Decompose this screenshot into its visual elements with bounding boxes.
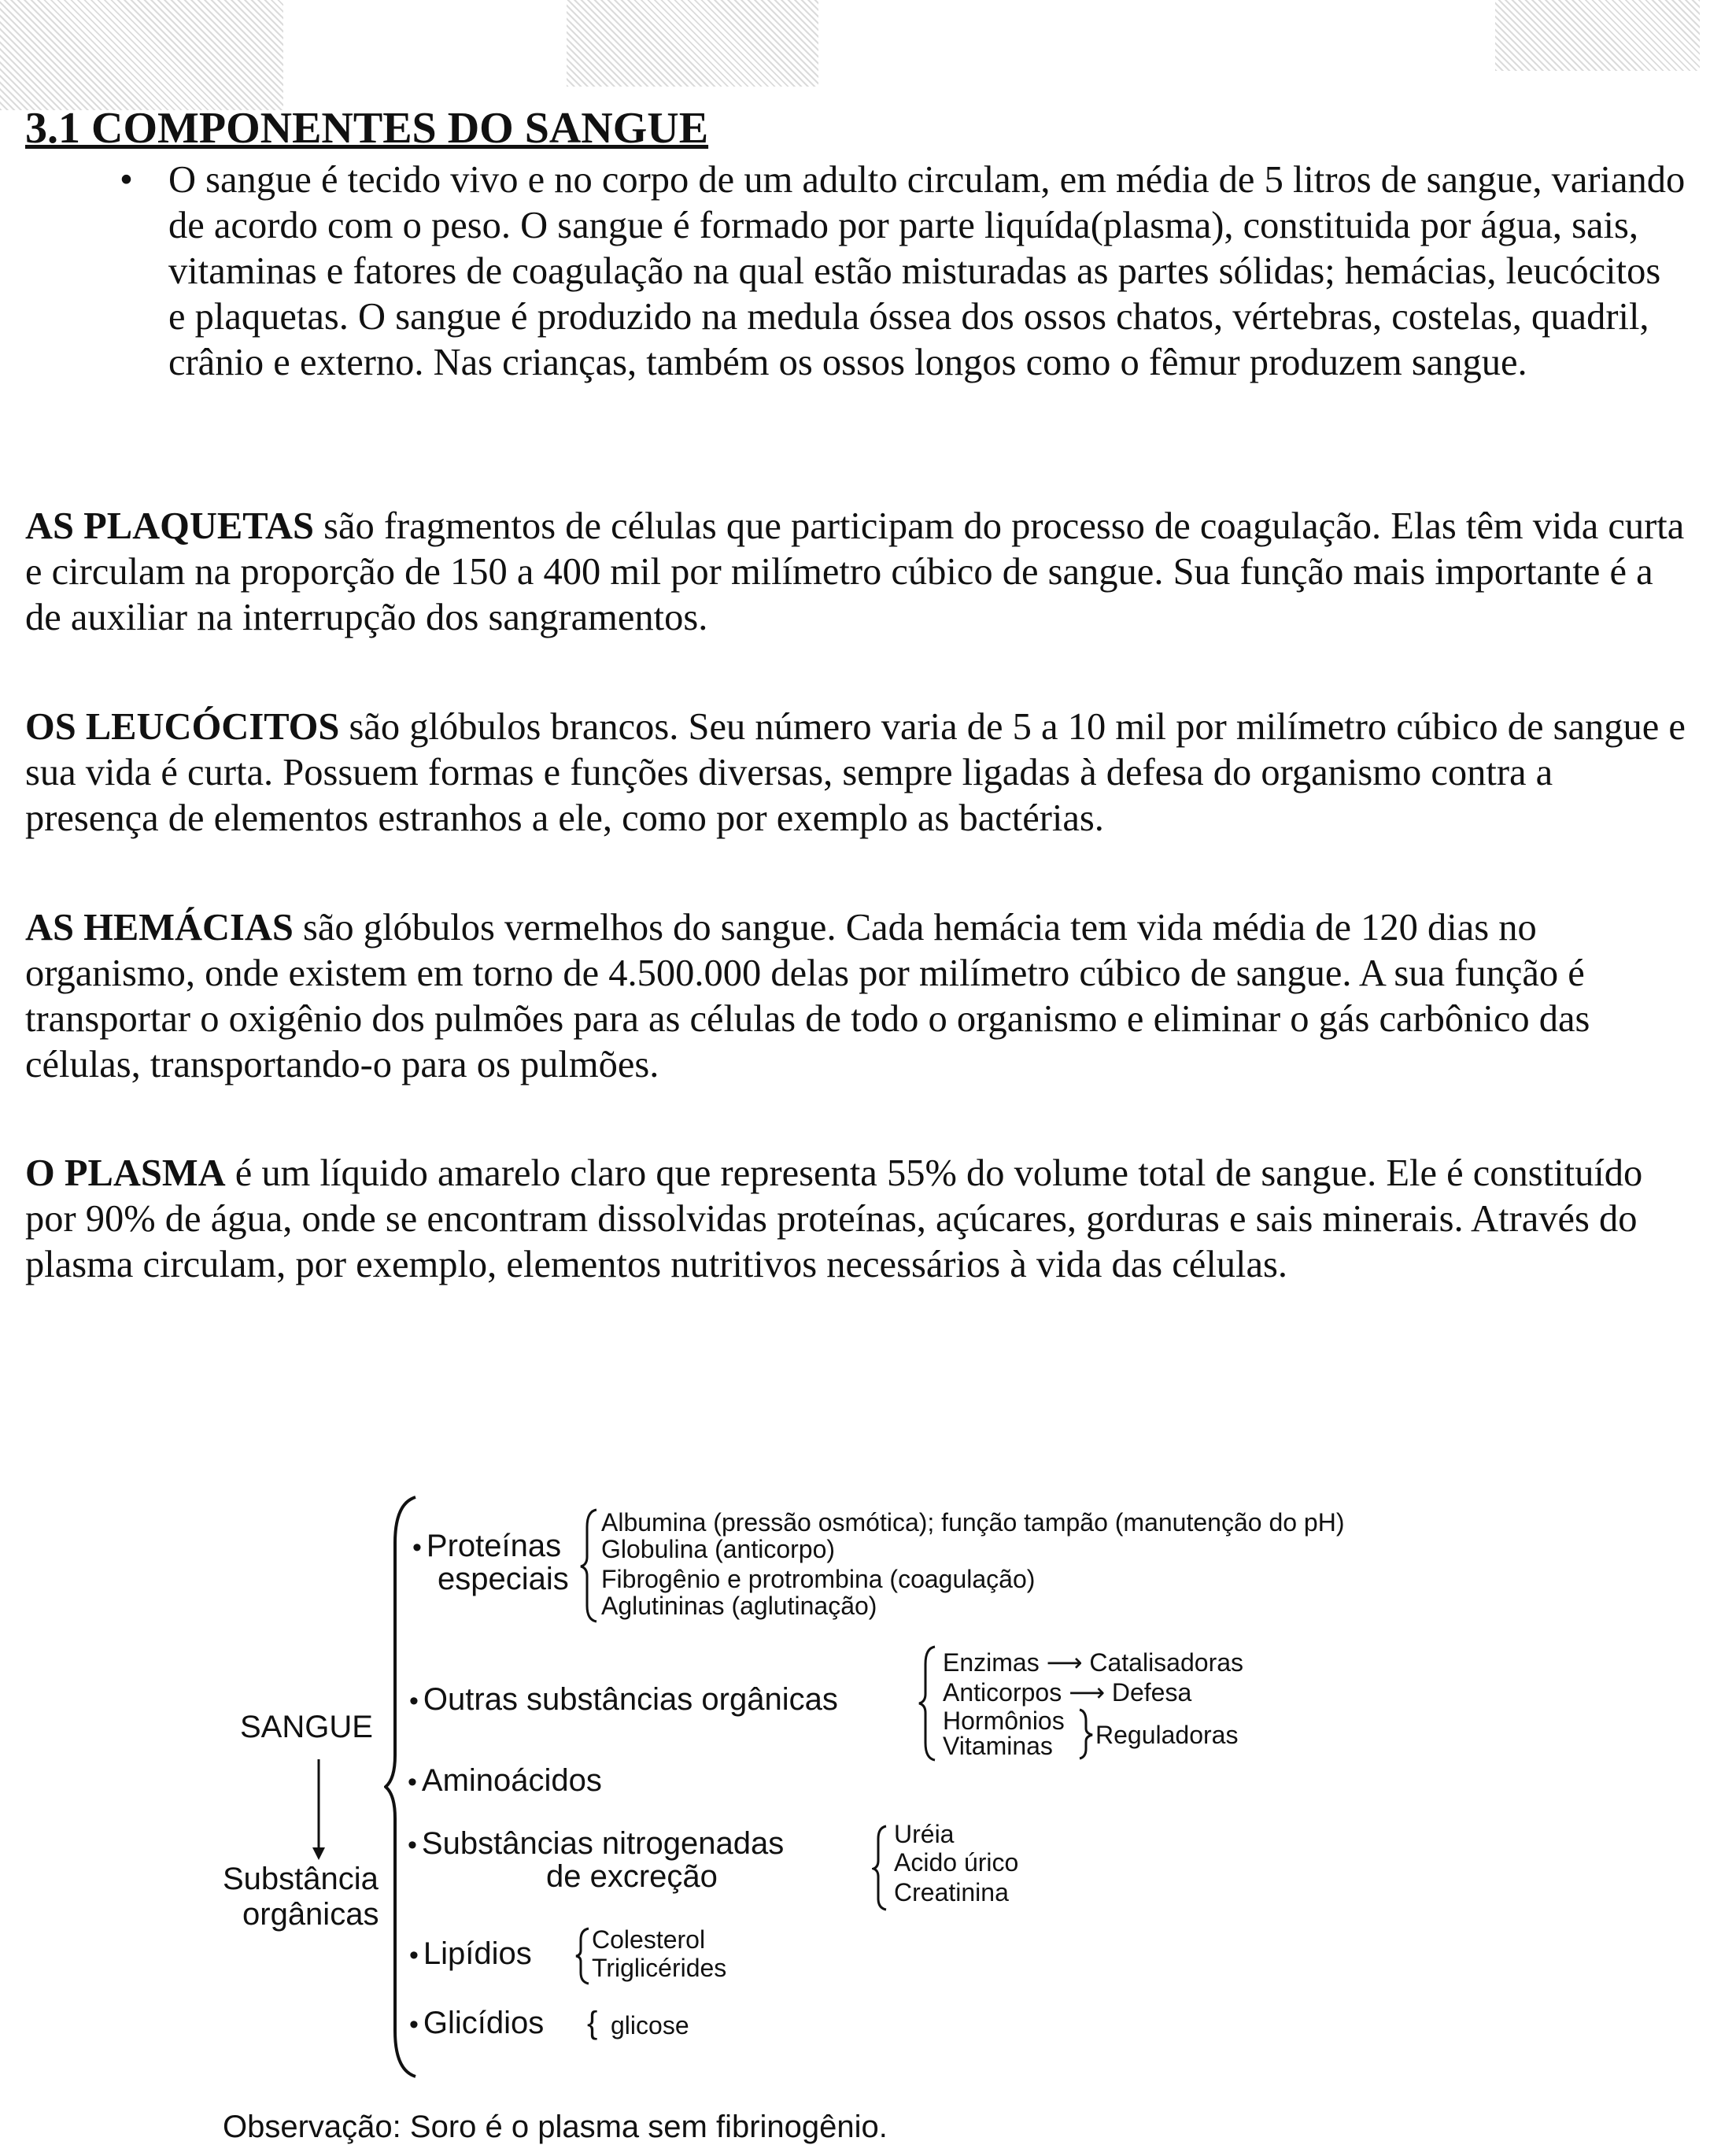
diagram-root: SANGUE bbox=[240, 1710, 373, 1744]
enzimas-row: Enzimas ⟶ Catalisadoras bbox=[943, 1648, 1244, 1677]
proteinas-brace-icon bbox=[579, 1508, 600, 1623]
nitro-item-2: Acido úrico bbox=[894, 1848, 1019, 1877]
prot-item-4: Aglutininas (aglutinação) bbox=[601, 1592, 877, 1620]
lip-item-1: Colesterol bbox=[592, 1925, 706, 1954]
scan-noise-right bbox=[1495, 0, 1700, 71]
intro-list bbox=[25, 157, 1686, 386]
plaquetas-title: AS PLAQUETAS bbox=[25, 505, 314, 547]
proteinas-label-2: especiais bbox=[438, 1562, 569, 1596]
paragraph-hemacias bbox=[25, 905, 1686, 1088]
nitro-brace-icon bbox=[872, 1825, 889, 1911]
plaquetas-text: são fragmentos de células que participam do processo de coagulação. Elas têm vida curta e circulam na proporção de 150 a 400 mil por milímetro cúbico de sangue. Sua função mais importante é a de auxiliar na interrupção dos sangramentos. bbox=[25, 505, 1685, 638]
nitro-item-3: Creatinina bbox=[894, 1878, 1009, 1906]
hormonios-label: Hormônios bbox=[943, 1707, 1065, 1735]
scan-noise-left bbox=[0, 0, 283, 110]
prot-item-1: Albumina (pressão osmótica); função tampão (manutenção do pH) bbox=[601, 1508, 1345, 1537]
nitro-label-2: de excreção bbox=[546, 1859, 718, 1894]
outras-label: • Outras substâncias orgânicas bbox=[409, 1682, 838, 1717]
leucocitos-title: OS LEUCÓCITOS bbox=[25, 706, 340, 748]
paragraph-leucocitos bbox=[25, 704, 1686, 841]
plasma-title: O PLASMA bbox=[25, 1152, 226, 1194]
main-brace-icon bbox=[384, 1496, 423, 2078]
glicose-label: glicose bbox=[611, 2011, 689, 2040]
outras-brace-icon bbox=[918, 1645, 938, 1762]
aminoacidos-label: • Aminoácidos bbox=[408, 1763, 602, 1798]
lip-item-2: Triglicérides bbox=[592, 1954, 727, 1982]
prot-item-2: Globulina (anticorpo) bbox=[601, 1535, 836, 1563]
observacao-note: Observação: Soro é o plasma sem fibrinogênio. bbox=[223, 2110, 888, 2144]
paragraph-plasma bbox=[25, 1151, 1686, 1288]
reguladoras-brace-icon bbox=[1078, 1708, 1095, 1760]
prot-item-3: Fibrogênio e protrombina (coagulação) bbox=[601, 1565, 1036, 1593]
diagram-sub-label-1: Substância bbox=[223, 1862, 379, 1896]
intro-paragraph: • O sangue é tecido vivo e no corpo de um adulto circulam, em média de 5 litros de sangue, variando de acordo com o peso. O sangue é formado por parte liquída(plasma), constituida por água, sais, vitaminas e fatores de coagulação na qual estão misturadas as partes sólidas; hemácias, leucócitos e plaquetas. O sangue é produzido na medula óssea dos ossos chatos, vértebras, costelas, quadril, crânio e externo. Nas crianças, também os ossos longos como o fêmur produzem sangue. bbox=[168, 157, 1686, 386]
lipidios-label: • Lipídios bbox=[409, 1936, 532, 1971]
document-body bbox=[25, 102, 1686, 386]
down-arrow-icon bbox=[307, 1759, 331, 1862]
plasma-text: é um líquido amarelo claro que representa 55% do volume total de sangue. Ele é constituído por 90% de água, onde se encontram dissolvidas proteínas, açúcares, gorduras e sais minerais. Através do plasma circulam, por exemplo, elementos nutritivos necessários à vida das células. bbox=[25, 1152, 1643, 1285]
glicidios-brace-icon: { bbox=[587, 2006, 598, 2040]
nitro-item-1: Uréia bbox=[894, 1820, 955, 1848]
paragraph-plaquetas bbox=[25, 504, 1686, 641]
glicidios-label: • Glicídios bbox=[409, 2006, 545, 2040]
section-heading: 3.1 COMPONENTES DO SANGUE bbox=[25, 104, 709, 153]
hemacias-text: são glóbulos vermelhos do sangue. Cada hemácia tem vida média de 120 dias no organismo, onde existem em torno de 4.500.000 delas por milímetro cúbico de sangue. A sua função é transportar o oxigênio dos pulmões para as células de todo o organismo e eliminar o gás carbônico das células, transportando-o para os pulmões. bbox=[25, 907, 1590, 1085]
nitro-label: • Substâncias nitrogenadas bbox=[408, 1826, 785, 1861]
anticorpos-row: Anticorpos ⟶ Defesa bbox=[943, 1678, 1192, 1707]
vitaminas-label: Vitaminas bbox=[943, 1732, 1053, 1760]
hemacias-title: AS HEMÁCIAS bbox=[25, 907, 294, 949]
lipidios-brace-icon bbox=[574, 1927, 592, 1985]
proteinas-label: • Proteínas bbox=[412, 1529, 562, 1563]
leucocitos-text: são glóbulos brancos. Seu número varia de 5 a 10 mil por milímetro cúbico de sangue e sua vida é curta. Possuem formas e funções diversas, sempre ligadas à defesa do organismo contra a presença de elementos estranhos a ele, como por exemplo as bactérias. bbox=[25, 706, 1686, 839]
scan-noise-center bbox=[567, 0, 818, 87]
reguladoras-label: Reguladoras bbox=[1095, 1721, 1239, 1749]
diagram-sub-label-2: orgânicas bbox=[242, 1897, 379, 1932]
